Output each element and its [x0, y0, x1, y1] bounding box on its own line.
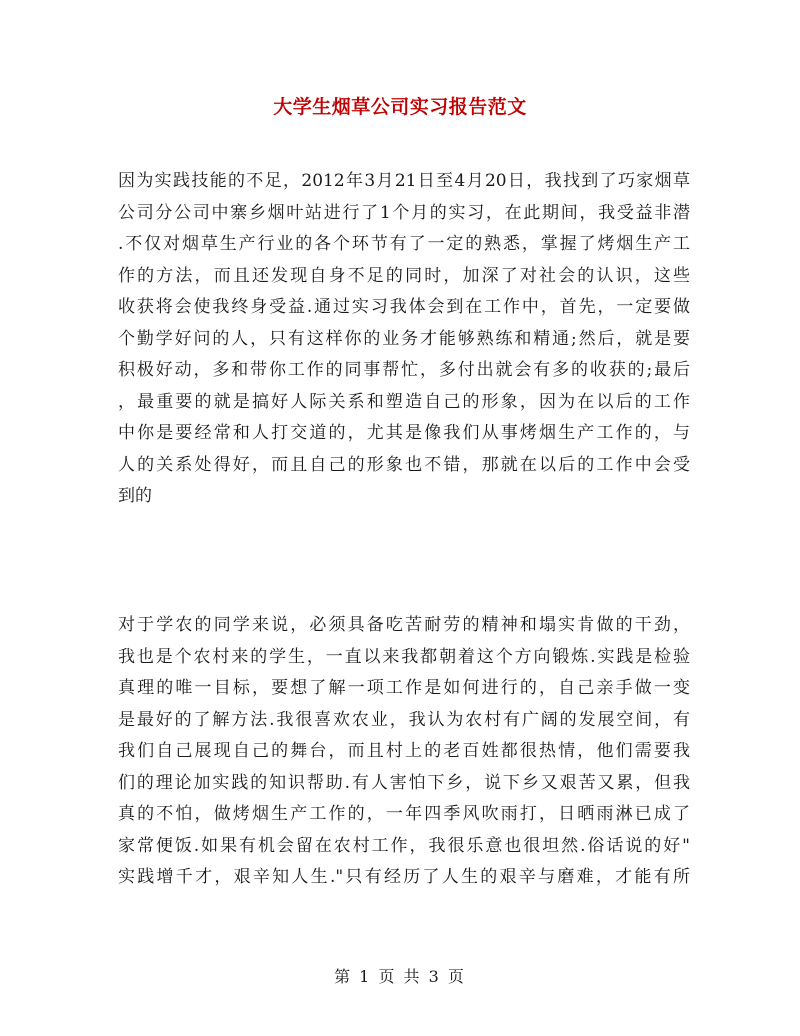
paragraph-line: ，最重要的就是搞好人际关系和塑造自己的形象，因为在以后的工作 [118, 391, 690, 412]
paragraph-line: .不仅对烟草生产行业的各个环节有了一定的熟悉，掌握了烤烟生产工 [118, 234, 690, 254]
paragraph-line: 个勤学好问的人，只有这样你的业务才能够熟练和精通;然后，就是要 [118, 328, 690, 349]
document-title: 大学生烟草公司实习报告范文 [273, 96, 527, 118]
paragraph-line: 真的不怕，做烤烟生产工作的，一年四季风吹雨打，日晒雨淋已成了 [118, 804, 690, 824]
paragraph-2 [118, 610, 690, 894]
paragraph-line: 们的理论加实践的知识帮助.有人害怕下乡，说下乡又艰苦又累，但我 [118, 772, 690, 793]
paragraph-line: 我们自己展现自己的舞台，而且村上的老百姓都很热情，他们需要我 [118, 741, 690, 761]
paragraph-line: 我也是个农村来的学生，一直以来我都朝着这个方向锻炼.实践是检验 [118, 646, 690, 667]
paragraph-line: 真理的唯一目标，要想了解一项工作是如何进行的，自己亲手做一变 [118, 678, 690, 698]
paragraph-1 [118, 166, 690, 513]
paragraph-line: 对于学农的同学来说，必须具备吃苦耐劳的精神和塌实肯做的干劲， [118, 615, 690, 635]
page-footer: 第 1 页 共 3 页 [334, 967, 466, 986]
paragraph-line: 是最好的了解方法.我很喜欢农业，我认为农村有广阔的发展空间，有 [118, 709, 690, 730]
paragraph-line: 到的 [118, 486, 152, 506]
paragraph-line: 人的关系处得好，而且自己的形象也不错，那就在以后的工作中会受 [118, 454, 690, 475]
paragraph-line: 收获将会使我终身受益.通过实习我体会到在工作中，首先，一定要做 [118, 297, 690, 317]
paragraph-line: 因为实践技能的不足，2012年3月21日至4月20日，我找到了巧家烟草 [118, 171, 690, 191]
paragraph-line: 作的方法，而且还发现自身不足的同时，加深了对社会的认识，这些 [118, 265, 690, 286]
paragraph-line: 公司分公司中寨乡烟叶站进行了1个月的实习，在此期间，我受益非潜 [118, 202, 690, 223]
paragraph-line: 积极好动，多和带你工作的同事帮忙，多付出就会有多的收获的;最后 [118, 360, 690, 380]
paragraph-line: 中你是要经常和人打交道的，尤其是像我们从事烤烟生产工作的，与 [118, 423, 690, 443]
paragraph-line: 家常便饭.如果有机会留在农村工作，我很乐意也很坦然.俗话说的好" [118, 835, 690, 856]
paragraph-line: 实践增千才，艰辛知人生."只有经历了人生的艰辛与磨难，才能有所 [118, 867, 690, 887]
